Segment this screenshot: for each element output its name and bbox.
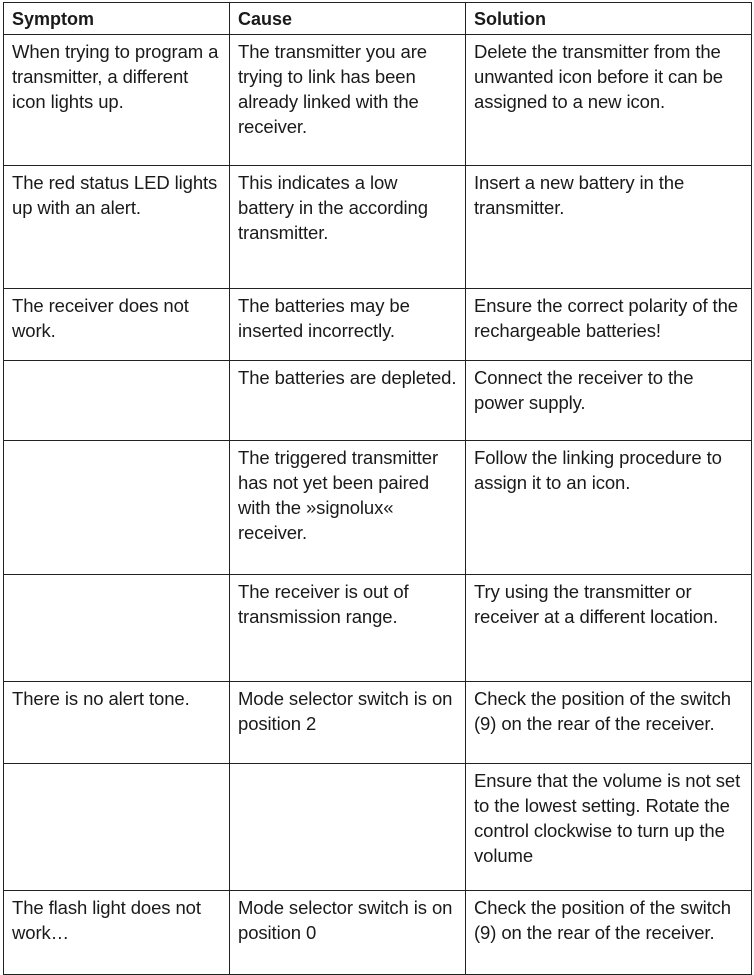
table-row <box>4 575 752 682</box>
symptom-cell: The flash light does not work… <box>4 891 230 975</box>
cause-cell <box>230 764 466 891</box>
symptom-cell <box>4 361 230 441</box>
solution-column-header: Solution <box>466 3 752 35</box>
symptom-cell: When trying to program a transmitter, a different icon lights up. <box>4 35 230 166</box>
solution-cell: Insert a new battery in the transmitter. <box>466 166 752 289</box>
solution-cell: Delete the transmitter from the unwanted icon before it can be assigned to a new icon. <box>466 35 752 166</box>
symptom-cell <box>4 441 230 575</box>
table-row <box>4 289 752 361</box>
symptom-cell <box>4 764 230 891</box>
symptom-cell: There is no alert tone. <box>4 682 230 764</box>
solution-cell: Ensure that the volume is not set to the lowest setting. Rotate the control clockwise to turn up the volume <box>466 764 752 891</box>
cause-column-header: Cause <box>230 3 466 35</box>
table-row <box>4 35 752 166</box>
table-row <box>4 891 752 975</box>
cause-cell: The receiver is out of transmission range. <box>230 575 466 682</box>
cause-cell: The triggered transmitter has not yet been paired with the »signolux« receiver. <box>230 441 466 575</box>
symptom-cell: The receiver does not work. <box>4 289 230 361</box>
cause-cell: The batteries may be inserted incorrectly. <box>230 289 466 361</box>
table-row <box>4 361 752 441</box>
solution-cell: Follow the linking procedure to assign it to an icon. <box>466 441 752 575</box>
cause-cell: Mode selector switch is on position 2 <box>230 682 466 764</box>
solution-cell: Ensure the correct polarity of the rechargeable batteries! <box>466 289 752 361</box>
solution-cell: Connect the receiver to the power supply. <box>466 361 752 441</box>
table-row <box>4 166 752 289</box>
table-row <box>4 441 752 575</box>
cause-cell: The transmitter you are trying to link has been already linked with the receiver. <box>230 35 466 166</box>
cause-cell: The batteries are depleted. <box>230 361 466 441</box>
troubleshooting-table <box>3 2 752 975</box>
cause-cell: Mode selector switch is on position 0 <box>230 891 466 975</box>
symptom-cell: The red status LED lights up with an alert. <box>4 166 230 289</box>
solution-cell: Check the position of the switch (9) on the rear of the receiver. <box>466 682 752 764</box>
solution-cell: Check the position of the switch (9) on the rear of the receiver. <box>466 891 752 975</box>
cause-cell: This indicates a low battery in the according transmitter. <box>230 166 466 289</box>
table-row <box>4 764 752 891</box>
table-header-row <box>4 3 752 35</box>
table-row <box>4 682 752 764</box>
solution-cell: Try using the transmitter or receiver at a different location. <box>466 575 752 682</box>
symptom-column-header: Symptom <box>4 3 230 35</box>
symptom-cell <box>4 575 230 682</box>
